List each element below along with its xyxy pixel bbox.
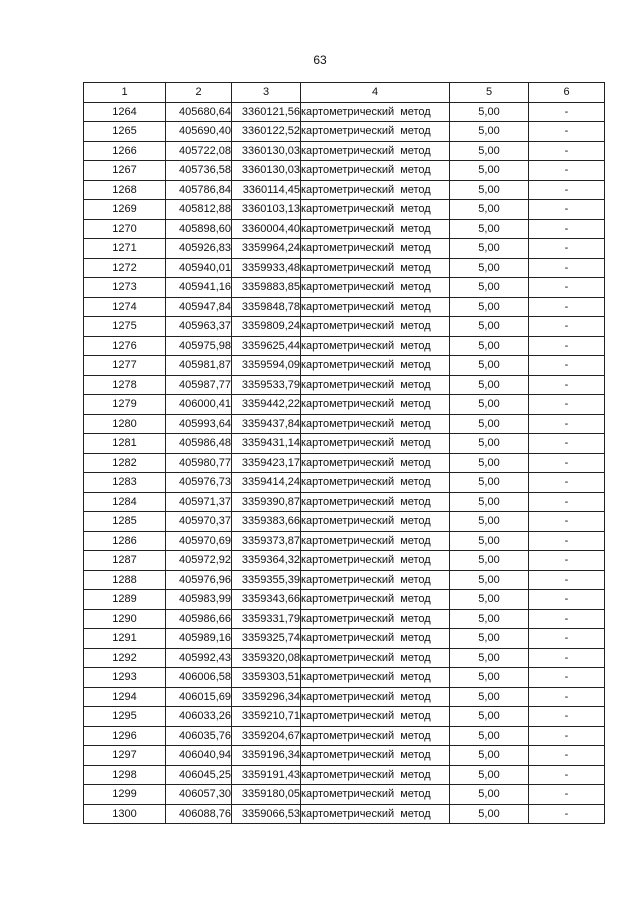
y-coordinate-cell: 3359373,87 <box>232 531 301 551</box>
method-cell: картометрический метод <box>301 707 450 727</box>
table-body <box>84 102 605 824</box>
point-number-cell: 1298 <box>84 765 166 785</box>
note-cell: - <box>529 473 605 493</box>
table-row <box>84 356 605 376</box>
method-cell: картометрический метод <box>301 765 450 785</box>
x-coordinate-cell: 405993,64 <box>166 414 232 434</box>
point-number-cell: 1299 <box>84 785 166 805</box>
x-coordinate-cell: 406045,25 <box>166 765 232 785</box>
method-cell: картометрический метод <box>301 258 450 278</box>
y-coordinate-cell: 3359325,74 <box>232 629 301 649</box>
x-coordinate-cell: 405736,58 <box>166 161 232 181</box>
x-coordinate-cell: 405972,92 <box>166 551 232 571</box>
point-number-cell: 1271 <box>84 239 166 259</box>
method-cell: картометрический метод <box>301 200 450 220</box>
point-number-cell: 1264 <box>84 102 166 122</box>
table-row <box>84 180 605 200</box>
method-cell: картометрический метод <box>301 629 450 649</box>
x-coordinate-cell: 405690,40 <box>166 122 232 142</box>
x-coordinate-cell: 406006,58 <box>166 668 232 688</box>
x-coordinate-cell: 405722,08 <box>166 141 232 161</box>
note-cell: - <box>529 239 605 259</box>
y-coordinate-cell: 3360103,13 <box>232 200 301 220</box>
method-cell: картометрический метод <box>301 512 450 532</box>
accuracy-cell: 5,00 <box>450 551 529 571</box>
accuracy-cell: 5,00 <box>450 278 529 298</box>
x-coordinate-cell: 406000,41 <box>166 395 232 415</box>
x-coordinate-cell: 405680,64 <box>166 102 232 122</box>
accuracy-cell: 5,00 <box>450 180 529 200</box>
table-row <box>84 102 605 122</box>
y-coordinate-cell: 3360130,03 <box>232 161 301 181</box>
x-coordinate-cell: 405971,37 <box>166 492 232 512</box>
accuracy-cell: 5,00 <box>450 102 529 122</box>
table-row <box>84 434 605 454</box>
method-cell: картометрический метод <box>301 297 450 317</box>
column-header: 4 <box>301 83 450 103</box>
x-coordinate-cell: 405940,01 <box>166 258 232 278</box>
x-coordinate-cell: 406088,76 <box>166 804 232 824</box>
method-cell: картометрический метод <box>301 570 450 590</box>
column-header: 5 <box>450 83 529 103</box>
x-coordinate-cell: 406040,94 <box>166 746 232 766</box>
accuracy-cell: 5,00 <box>450 434 529 454</box>
accuracy-cell: 5,00 <box>450 668 529 688</box>
y-coordinate-cell: 3359848,78 <box>232 297 301 317</box>
note-cell: - <box>529 746 605 766</box>
point-number-cell: 1280 <box>84 414 166 434</box>
note-cell: - <box>529 707 605 727</box>
accuracy-cell: 5,00 <box>450 492 529 512</box>
point-number-cell: 1276 <box>84 336 166 356</box>
accuracy-cell: 5,00 <box>450 473 529 493</box>
accuracy-cell: 5,00 <box>450 746 529 766</box>
method-cell: картометрический метод <box>301 375 450 395</box>
x-coordinate-cell: 405812,88 <box>166 200 232 220</box>
point-number-cell: 1266 <box>84 141 166 161</box>
page-number: 63 <box>313 53 327 67</box>
table-row <box>84 726 605 746</box>
table-row <box>84 200 605 220</box>
column-header: 2 <box>166 83 232 103</box>
x-coordinate-cell: 405983,99 <box>166 590 232 610</box>
y-coordinate-cell: 3360004,40 <box>232 219 301 239</box>
x-coordinate-cell: 406033,26 <box>166 707 232 727</box>
accuracy-cell: 5,00 <box>450 570 529 590</box>
y-coordinate-cell: 3359594,09 <box>232 356 301 376</box>
accuracy-cell: 5,00 <box>450 336 529 356</box>
point-number-cell: 1282 <box>84 453 166 473</box>
table-row <box>84 765 605 785</box>
note-cell: - <box>529 297 605 317</box>
accuracy-cell: 5,00 <box>450 161 529 181</box>
point-number-cell: 1277 <box>84 356 166 376</box>
note-cell: - <box>529 609 605 629</box>
accuracy-cell: 5,00 <box>450 707 529 727</box>
accuracy-cell: 5,00 <box>450 239 529 259</box>
table-row <box>84 492 605 512</box>
method-cell: картометрический метод <box>301 317 450 337</box>
y-coordinate-cell: 3359364,32 <box>232 551 301 571</box>
y-coordinate-cell: 3359320,08 <box>232 648 301 668</box>
y-coordinate-cell: 3359296,34 <box>232 687 301 707</box>
column-header: 1 <box>84 83 166 103</box>
point-number-cell: 1269 <box>84 200 166 220</box>
point-number-cell: 1295 <box>84 707 166 727</box>
column-header: 3 <box>232 83 301 103</box>
x-coordinate-cell: 405975,98 <box>166 336 232 356</box>
x-coordinate-cell: 405926,83 <box>166 239 232 259</box>
accuracy-cell: 5,00 <box>450 356 529 376</box>
table-row <box>84 336 605 356</box>
accuracy-cell: 5,00 <box>450 531 529 551</box>
table-row <box>84 512 605 532</box>
x-coordinate-cell: 405986,48 <box>166 434 232 454</box>
note-cell: - <box>529 356 605 376</box>
x-coordinate-cell: 405992,43 <box>166 648 232 668</box>
y-coordinate-cell: 3359625,44 <box>232 336 301 356</box>
note-cell: - <box>529 219 605 239</box>
method-cell: картометрический метод <box>301 122 450 142</box>
table-row <box>84 648 605 668</box>
x-coordinate-cell: 405970,69 <box>166 531 232 551</box>
table-row <box>84 122 605 142</box>
note-cell: - <box>529 785 605 805</box>
accuracy-cell: 5,00 <box>450 122 529 142</box>
point-number-cell: 1278 <box>84 375 166 395</box>
method-cell: картометрический метод <box>301 414 450 434</box>
table-row <box>84 161 605 181</box>
y-coordinate-cell: 3360122,52 <box>232 122 301 142</box>
method-cell: картометрический метод <box>301 668 450 688</box>
accuracy-cell: 5,00 <box>450 590 529 610</box>
accuracy-cell: 5,00 <box>450 258 529 278</box>
y-coordinate-cell: 3360130,03 <box>232 141 301 161</box>
point-number-cell: 1286 <box>84 531 166 551</box>
x-coordinate-cell: 405989,16 <box>166 629 232 649</box>
note-cell: - <box>529 726 605 746</box>
method-cell: картометрический метод <box>301 239 450 259</box>
note-cell: - <box>529 765 605 785</box>
y-coordinate-cell: 3359196,34 <box>232 746 301 766</box>
note-cell: - <box>529 687 605 707</box>
accuracy-cell: 5,00 <box>450 395 529 415</box>
table-header-row <box>84 83 605 103</box>
point-number-cell: 1290 <box>84 609 166 629</box>
table-row <box>84 219 605 239</box>
y-coordinate-cell: 3359331,79 <box>232 609 301 629</box>
column-header: 6 <box>529 83 605 103</box>
note-cell: - <box>529 122 605 142</box>
method-cell: картометрический метод <box>301 453 450 473</box>
y-coordinate-cell: 3359180,05 <box>232 785 301 805</box>
table-row <box>84 551 605 571</box>
method-cell: картометрический метод <box>301 434 450 454</box>
point-number-cell: 1296 <box>84 726 166 746</box>
method-cell: картометрический метод <box>301 648 450 668</box>
note-cell: - <box>529 317 605 337</box>
method-cell: картометрический метод <box>301 804 450 824</box>
accuracy-cell: 5,00 <box>450 785 529 805</box>
method-cell: картометрический метод <box>301 609 450 629</box>
table-row <box>84 590 605 610</box>
accuracy-cell: 5,00 <box>450 219 529 239</box>
table-row <box>84 746 605 766</box>
note-cell: - <box>529 180 605 200</box>
accuracy-cell: 5,00 <box>450 804 529 824</box>
x-coordinate-cell: 406057,30 <box>166 785 232 805</box>
note-cell: - <box>529 590 605 610</box>
point-number-cell: 1272 <box>84 258 166 278</box>
table-row <box>84 473 605 493</box>
accuracy-cell: 5,00 <box>450 297 529 317</box>
note-cell: - <box>529 531 605 551</box>
y-coordinate-cell: 3359423,17 <box>232 453 301 473</box>
y-coordinate-cell: 3359066,53 <box>232 804 301 824</box>
point-number-cell: 1267 <box>84 161 166 181</box>
method-cell: картометрический метод <box>301 551 450 571</box>
note-cell: - <box>529 629 605 649</box>
table-row <box>84 609 605 629</box>
table-row <box>84 395 605 415</box>
table-row <box>84 785 605 805</box>
y-coordinate-cell: 3359883,85 <box>232 278 301 298</box>
note-cell: - <box>529 395 605 415</box>
y-coordinate-cell: 3359533,79 <box>232 375 301 395</box>
accuracy-cell: 5,00 <box>450 726 529 746</box>
note-cell: - <box>529 336 605 356</box>
accuracy-cell: 5,00 <box>450 200 529 220</box>
x-coordinate-cell: 405986,66 <box>166 609 232 629</box>
point-number-cell: 1270 <box>84 219 166 239</box>
point-number-cell: 1287 <box>84 551 166 571</box>
note-cell: - <box>529 551 605 571</box>
y-coordinate-cell: 3359343,66 <box>232 590 301 610</box>
y-coordinate-cell: 3359442,22 <box>232 395 301 415</box>
method-cell: картометрический метод <box>301 161 450 181</box>
table-row <box>84 375 605 395</box>
y-coordinate-cell: 3359390,87 <box>232 492 301 512</box>
table-row <box>84 531 605 551</box>
method-cell: картометрический метод <box>301 492 450 512</box>
note-cell: - <box>529 102 605 122</box>
method-cell: картометрический метод <box>301 687 450 707</box>
point-number-cell: 1283 <box>84 473 166 493</box>
method-cell: картометрический метод <box>301 473 450 493</box>
method-cell: картометрический метод <box>301 278 450 298</box>
note-cell: - <box>529 200 605 220</box>
accuracy-cell: 5,00 <box>450 629 529 649</box>
point-number-cell: 1275 <box>84 317 166 337</box>
note-cell: - <box>529 434 605 454</box>
accuracy-cell: 5,00 <box>450 317 529 337</box>
table-row <box>84 453 605 473</box>
x-coordinate-cell: 405981,87 <box>166 356 232 376</box>
y-coordinate-cell: 3359933,48 <box>232 258 301 278</box>
method-cell: картометрический метод <box>301 141 450 161</box>
method-cell: картометрический метод <box>301 356 450 376</box>
method-cell: картометрический метод <box>301 219 450 239</box>
point-number-cell: 1294 <box>84 687 166 707</box>
table-row <box>84 707 605 727</box>
x-coordinate-cell: 405970,37 <box>166 512 232 532</box>
table-row <box>84 804 605 824</box>
point-number-cell: 1279 <box>84 395 166 415</box>
x-coordinate-cell: 406035,76 <box>166 726 232 746</box>
note-cell: - <box>529 570 605 590</box>
note-cell: - <box>529 375 605 395</box>
table-row <box>84 278 605 298</box>
accuracy-cell: 5,00 <box>450 687 529 707</box>
table-row <box>84 668 605 688</box>
table-row <box>84 570 605 590</box>
y-coordinate-cell: 3359809,24 <box>232 317 301 337</box>
method-cell: картометрический метод <box>301 726 450 746</box>
x-coordinate-cell: 405898,60 <box>166 219 232 239</box>
y-coordinate-cell: 3359191,43 <box>232 765 301 785</box>
point-number-cell: 1273 <box>84 278 166 298</box>
x-coordinate-cell: 405941,16 <box>166 278 232 298</box>
accuracy-cell: 5,00 <box>450 609 529 629</box>
method-cell: картометрический метод <box>301 102 450 122</box>
accuracy-cell: 5,00 <box>450 141 529 161</box>
y-coordinate-cell: 3359355,39 <box>232 570 301 590</box>
point-number-cell: 1268 <box>84 180 166 200</box>
table-row <box>84 414 605 434</box>
accuracy-cell: 5,00 <box>450 512 529 532</box>
x-coordinate-cell: 405786,84 <box>166 180 232 200</box>
point-number-cell: 1284 <box>84 492 166 512</box>
method-cell: картометрический метод <box>301 785 450 805</box>
note-cell: - <box>529 141 605 161</box>
y-coordinate-cell: 3360121,56 <box>232 102 301 122</box>
method-cell: картометрический метод <box>301 180 450 200</box>
y-coordinate-cell: 3359431,14 <box>232 434 301 454</box>
y-coordinate-cell: 3359964,24 <box>232 239 301 259</box>
x-coordinate-cell: 405987,77 <box>166 375 232 395</box>
table-row <box>84 141 605 161</box>
table-row <box>84 687 605 707</box>
y-coordinate-cell: 3360114,45 <box>232 180 301 200</box>
y-coordinate-cell: 3359414,24 <box>232 473 301 493</box>
note-cell: - <box>529 804 605 824</box>
y-coordinate-cell: 3359383,66 <box>232 512 301 532</box>
x-coordinate-cell: 405963,37 <box>166 317 232 337</box>
point-number-cell: 1293 <box>84 668 166 688</box>
x-coordinate-cell: 405976,96 <box>166 570 232 590</box>
coordinates-table <box>83 82 605 824</box>
method-cell: картометрический метод <box>301 746 450 766</box>
note-cell: - <box>529 668 605 688</box>
point-number-cell: 1300 <box>84 804 166 824</box>
note-cell: - <box>529 512 605 532</box>
method-cell: картометрический метод <box>301 395 450 415</box>
note-cell: - <box>529 258 605 278</box>
table-row <box>84 297 605 317</box>
point-number-cell: 1281 <box>84 434 166 454</box>
point-number-cell: 1292 <box>84 648 166 668</box>
point-number-cell: 1289 <box>84 590 166 610</box>
table-row <box>84 629 605 649</box>
point-number-cell: 1265 <box>84 122 166 142</box>
accuracy-cell: 5,00 <box>450 414 529 434</box>
point-number-cell: 1274 <box>84 297 166 317</box>
point-number-cell: 1285 <box>84 512 166 532</box>
note-cell: - <box>529 648 605 668</box>
accuracy-cell: 5,00 <box>450 453 529 473</box>
method-cell: картометрический метод <box>301 590 450 610</box>
x-coordinate-cell: 405980,77 <box>166 453 232 473</box>
y-coordinate-cell: 3359210,71 <box>232 707 301 727</box>
table-row <box>84 239 605 259</box>
note-cell: - <box>529 492 605 512</box>
method-cell: картометрический метод <box>301 336 450 356</box>
y-coordinate-cell: 3359204,67 <box>232 726 301 746</box>
point-number-cell: 1297 <box>84 746 166 766</box>
accuracy-cell: 5,00 <box>450 765 529 785</box>
note-cell: - <box>529 161 605 181</box>
note-cell: - <box>529 278 605 298</box>
note-cell: - <box>529 453 605 473</box>
table-row <box>84 317 605 337</box>
point-number-cell: 1288 <box>84 570 166 590</box>
note-cell: - <box>529 414 605 434</box>
y-coordinate-cell: 3359437,84 <box>232 414 301 434</box>
y-coordinate-cell: 3359303,51 <box>232 668 301 688</box>
method-cell: картометрический метод <box>301 531 450 551</box>
x-coordinate-cell: 405947,84 <box>166 297 232 317</box>
accuracy-cell: 5,00 <box>450 375 529 395</box>
x-coordinate-cell: 405976,73 <box>166 473 232 493</box>
table-row <box>84 258 605 278</box>
x-coordinate-cell: 406015,69 <box>166 687 232 707</box>
point-number-cell: 1291 <box>84 629 166 649</box>
accuracy-cell: 5,00 <box>450 648 529 668</box>
